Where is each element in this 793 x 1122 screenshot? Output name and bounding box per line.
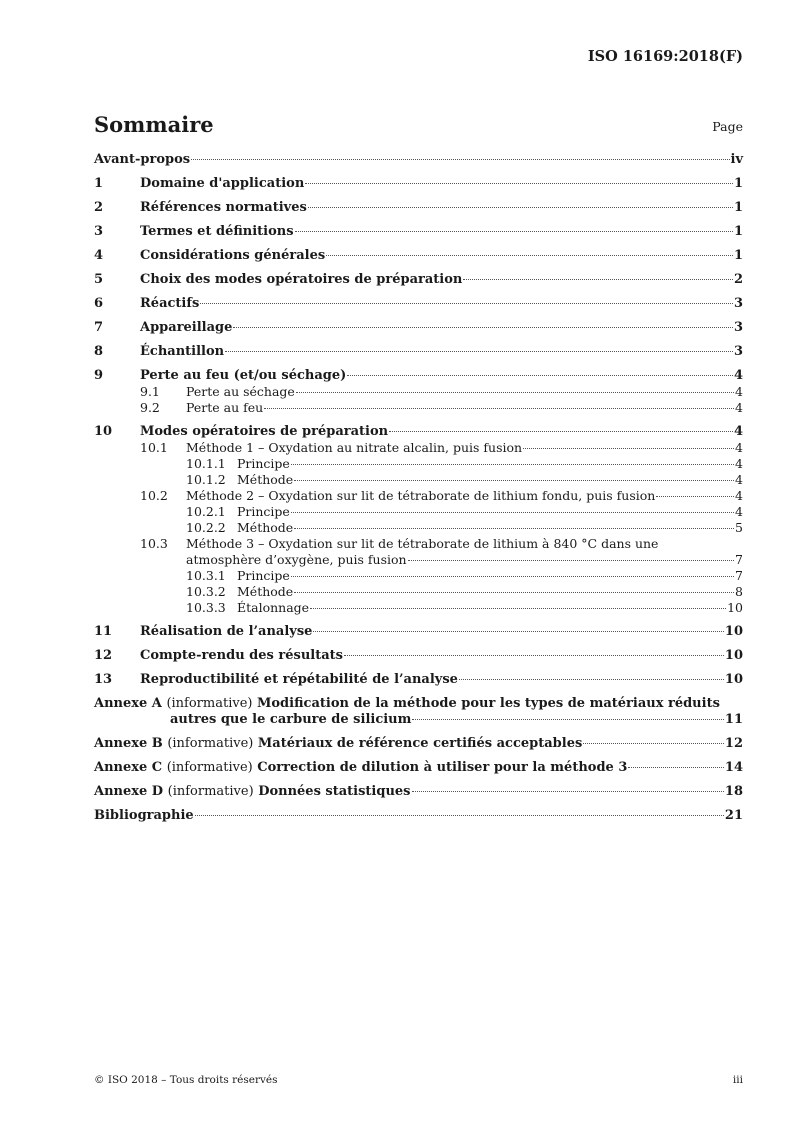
annex-d-title: Données statistiques	[258, 784, 411, 799]
toc-entry-10-3-3[interactable]: 10.3.3 Étalonnage 10	[186, 600, 743, 615]
toc-entry-10-2-2[interactable]: 10.2.2 Méthode 5	[186, 520, 743, 535]
annex-c-kind: (informative)	[166, 760, 253, 775]
toc-entry-8[interactable]: 8 Échantillon 3	[94, 344, 743, 359]
toc-entry-annexe-a[interactable]	[94, 696, 743, 712]
toc-entry-10-1[interactable]: 10.1 Méthode 1 – Oxydation au nitrate alcalin, puis fusion 4	[140, 440, 743, 455]
toc-entry-13[interactable]: 13 Reproductibilité et répétabilité de l’analyse 10	[94, 672, 743, 687]
table-of-contents	[94, 152, 743, 824]
toc-entry-10-1-2[interactable]: 10.1.2 Méthode 4	[186, 472, 743, 487]
footer-copyright: © ISO 2018 – Tous droits réservés	[94, 1074, 278, 1086]
annex-a-kind: (informative)	[166, 696, 253, 711]
toc-entry-annexe-d[interactable]: Annexe D (informative) Données statistiques 18	[94, 784, 743, 799]
toc-entry-5[interactable]: 5 Choix des modes opératoires de préparation 2	[94, 272, 743, 287]
annex-d-label: Annexe D	[94, 784, 164, 799]
annex-b-label: Annexe B	[94, 736, 163, 751]
document-header-standard-number: ISO 16169:2018(F)	[587, 48, 743, 65]
toc-entry-annexe-c[interactable]: Annexe C (informative) Correction de dilution à utiliser pour la méthode 3 14	[94, 760, 743, 775]
annex-a-title: Modification de la méthode pour les types de matériaux réduits	[257, 696, 720, 711]
toc-entry-10-3-2[interactable]: 10.3.2 Méthode 8	[186, 584, 743, 599]
toc-entry-10-2[interactable]: 10.2 Méthode 2 – Oxydation sur lit de tétraborate de lithium fondu, puis fusion 4	[140, 488, 743, 503]
toc-entry-9-1[interactable]: 9.1 Perte au séchage 4	[140, 384, 743, 399]
toc-entry-bibliographie[interactable]: Bibliographie 21	[94, 808, 743, 823]
toc-entry-11[interactable]: 11 Réalisation de l’analyse 10	[94, 624, 743, 639]
toc-entry-3[interactable]: 3 Termes et définitions 1	[94, 224, 743, 239]
toc-entry-2[interactable]: 2 Références normatives 1	[94, 200, 743, 215]
footer-page-number: iii	[732, 1074, 743, 1086]
toc-entry-10-3-1[interactable]: 10.3.1 Principe 7	[186, 568, 743, 583]
page-column-label: Page	[712, 119, 743, 134]
annex-b-kind: (informative)	[167, 736, 254, 751]
annex-b-title: Matériaux de référence certifiés acceptables	[257, 736, 583, 751]
toc-entry-10-3-continuation[interactable]: atmosphère d’oxygène, puis fusion 7	[186, 552, 743, 567]
toc-entry-10-2-1[interactable]: 10.2.1 Principe 4	[186, 504, 743, 519]
toc-entry-10-3[interactable]: 10.3 Méthode 3 – Oxydation sur lit de tétraborate de lithium à 840 °C dans une	[140, 536, 659, 551]
toc-entry-annexe-b[interactable]: Annexe B (informative) Matériaux de référence certifiés acceptables 12	[94, 736, 743, 751]
toc-entry-10[interactable]: 10 Modes opératoires de préparation 4	[94, 424, 743, 439]
toc-entry-7[interactable]: 7 Appareillage 3	[94, 320, 743, 335]
annex-c-title: Correction de dilution à utiliser pour la méthode 3	[257, 760, 628, 775]
toc-entry-12[interactable]: 12 Compte-rendu des résultats 10	[94, 648, 743, 663]
toc-entry-9-2[interactable]: 9.2 Perte au feu 4	[140, 400, 743, 415]
annex-d-kind: (informative)	[167, 784, 254, 799]
toc-entry-10-1-1[interactable]: 10.1.1 Principe 4	[186, 456, 743, 471]
toc-entry-annexe-a-continuation[interactable]: autres que le carbure de silicium 11	[170, 712, 743, 727]
annex-c-label: Annexe C	[94, 760, 163, 775]
toc-entry-4[interactable]: 4 Considérations générales 1	[94, 248, 743, 263]
annex-a-label: Annexe A	[94, 696, 162, 711]
toc-title: Sommaire	[94, 112, 214, 137]
toc-entry-9[interactable]: 9 Perte au feu (et/ou séchage) 4	[94, 368, 743, 383]
toc-entry-avant-propos[interactable]: Avant-propos iv	[94, 152, 743, 167]
toc-entry-1[interactable]: 1 Domaine d'application 1	[94, 176, 743, 191]
toc-entry-6[interactable]: 6 Réactifs 3	[94, 296, 743, 311]
